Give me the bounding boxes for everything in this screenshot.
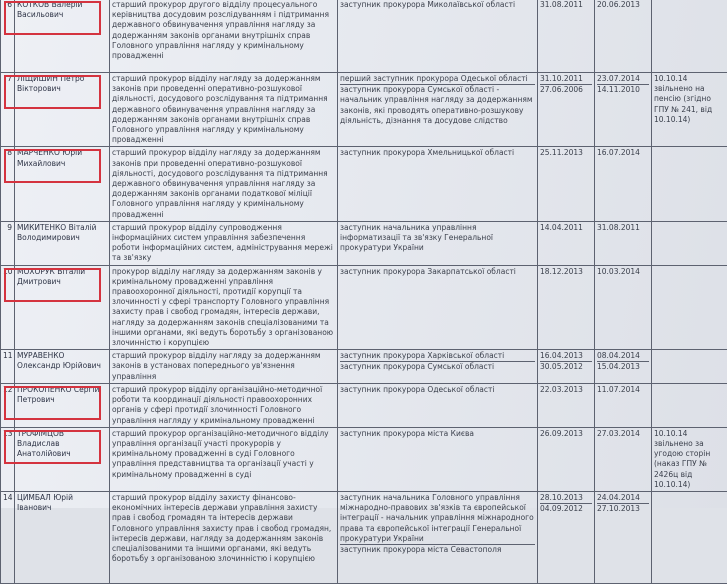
appointed-position: заступник прокурора Закарпатської області: [338, 265, 538, 350]
dismissal-note: [652, 383, 727, 427]
table-row: [1, 265, 727, 350]
appointed-position: заступник прокурора міста Києва: [338, 427, 538, 491]
row-number: 11: [1, 350, 15, 384]
previous-position: старший прокурор відділу нагляду за додержанням законів при проведенні оперативно-розшукової діяльності, досудового розслідування та підтримання державного обвинувачення управління нагляду за додержанням законів органами внутрішніх справ Головного управління нагляду у кримінальному провадженні: [110, 73, 338, 147]
row-number: 7: [1, 73, 15, 147]
date-from: 31.08.2011: [538, 0, 595, 73]
person-name: ЛІЩИШИН Петро Вікторович: [15, 73, 110, 147]
date-from: 18.12.2013: [538, 265, 595, 350]
previous-position: старший прокурор другого відділу процесуального керівництва досудовим розслідуванням і підтримання державного обвинувачення управління нагляду за додержанням законів органами внутрішніх справ Головного управління нагляду у кримінальному провадженні: [110, 0, 338, 73]
date-to: 23.07.2014 14.11.2010: [595, 73, 652, 147]
appointed-position: заступник прокурора Одеської області: [338, 383, 538, 427]
date-from: 25.11.2013: [538, 147, 595, 221]
date-to: 11.07.2014: [595, 383, 652, 427]
previous-position: старший прокурор відділу організаційно-методичної роботи та координації діяльності правоохоронних органів у сфері протидії злочинності Головного управління нагляду у кримінальному провадженні: [110, 383, 338, 427]
dismissal-note: [652, 147, 727, 221]
previous-position: прокурор відділу нагляду за додержанням законів у кримінальному провадженні управління правоохоронної діяльності, протидії корупції та злочинності у сфері транспорту Головного управління захисту прав і свобод громадян, інтересів держави, нагляду за додержанням законів спеціалізованими та іншими органами, які ведуть боротьбу з організованою злочинністю і корупцією: [110, 265, 338, 350]
date-to: 10.03.2014: [595, 265, 652, 350]
person-name: МУРАВЕНКО Олександр Юрійович: [15, 350, 110, 384]
table-body: [1, 0, 727, 583]
person-name: МОХОРУК Віталій Дмитрович: [15, 265, 110, 350]
appointed-position: заступник прокурора Миколаївської області: [338, 0, 538, 73]
row-number: 12: [1, 383, 15, 427]
date-to: 27.03.2014: [595, 427, 652, 491]
dismissal-note: [652, 350, 727, 384]
appointed-position: заступник начальника Головного управління міжнародно-правових зв'язків та європейської інтеграції - начальник управління міжнародного права та європейської інтеграції Генеральної прокуратури України заступник прокурора міста Севастополя: [338, 491, 538, 583]
previous-position: старший прокурор відділу супроводження інформаційних систем управління забезпечення роботи інформаційних систем, адміністрування мережі та зв'язку: [110, 221, 338, 265]
dismissal-note: [652, 0, 727, 73]
date-to: 20.06.2013: [595, 0, 652, 73]
appointed-position: заступник начальника управління інформатизації та зв'язку Генеральної прокуратури України: [338, 221, 538, 265]
row-number: 13: [1, 427, 15, 491]
dismissal-note: [652, 265, 727, 350]
table-row: [1, 427, 727, 491]
previous-position: старший прокурор відділу нагляду за додержанням законів в установах попереднього ув'язнення управління: [110, 350, 338, 384]
date-from: 26.09.2013: [538, 427, 595, 491]
table-row: [1, 350, 727, 384]
person-name: МАРЧЕНКО Юрій Михайлович: [15, 147, 110, 221]
person-name: ПРОКОПЕНКО Сергій Петрович: [15, 383, 110, 427]
table-row: [1, 147, 727, 221]
table-row: [1, 73, 727, 147]
dismissal-note: 10.10.14 звільнено за угодою сторін (наказ ГПУ № 2426ц від 10.10.14): [652, 427, 727, 491]
row-number: 6: [1, 0, 15, 73]
date-from: 16.04.2013 30.05.2012: [538, 350, 595, 384]
dismissal-note: 10.10.14 звільнено на пенсію (згідно ГПУ № 241, від 10.10.14): [652, 73, 727, 147]
dismissal-note: [652, 491, 727, 583]
previous-position: старший прокурор організаційно-методичного відділу управління організації участі прокурорів у кримінальному провадженні в суді Головного управління представництва та організації участі у кримінальному провадженні в суді: [110, 427, 338, 491]
person-name: МИКИТЕНКО Віталій Володимирович: [15, 221, 110, 265]
row-number: 9: [1, 221, 15, 265]
date-to: 31.08.2011: [595, 221, 652, 265]
date-to: 08.04.2014 15.04.2013: [595, 350, 652, 384]
table-row: [1, 383, 727, 427]
appointed-position: заступник прокурора Харківської області заступник прокурора Сумської області: [338, 350, 538, 384]
previous-position: старший прокурор відділу нагляду за додержанням законів при проведенні оперативно-розшукової діяльності, досудового розслідування та підтримання державного обвинувачення управління нагляду за додержанням законів органами податкової міліції Головного управління нагляду у кримінальному провадженні: [110, 147, 338, 221]
date-from: 28.10.2013 04.09.2012: [538, 491, 595, 583]
date-from: 31.10.2011 27.06.2006: [538, 73, 595, 147]
dismissal-note: [652, 221, 727, 265]
date-from: 14.04.2011: [538, 221, 595, 265]
appointed-position: заступник прокурора Хмельницької області: [338, 147, 538, 221]
date-to: 16.07.2014: [595, 147, 652, 221]
table-row: [1, 0, 727, 73]
row-number: 14: [1, 491, 15, 583]
person-name: ТРОФІМЦОВ Владислав Анатолійович: [15, 427, 110, 491]
date-to: 24.04.2014 27.10.2013: [595, 491, 652, 583]
table-row: [1, 491, 727, 583]
table-row: [1, 221, 727, 265]
person-name: КОТКОВ Валерій Васильович: [15, 0, 110, 73]
previous-position: старший прокурор відділу захисту фінансово-економічних інтересів держави управління захисту прав і свобод громадян та інтересів держави Головного управління захисту прав і свобод громадян, інтересів держави, нагляду за додержанням законів спеціалізованими та іншими органами, які ведуть боротьбу з організованою злочинністю і корупцією: [110, 491, 338, 583]
row-number: 10: [1, 265, 15, 350]
row-number: 8: [1, 147, 15, 221]
person-name: ЦИМБАЛ Юрій Іванович: [15, 491, 110, 583]
date-from: 22.03.2013: [538, 383, 595, 427]
appointed-position: перший заступник прокурора Одеської області заступник прокурора Сумської області - начальник управління нагляду за додержанням законів, які проводять оперативно-розшукову діяльність, дізнання та досудове слідство: [338, 73, 538, 147]
